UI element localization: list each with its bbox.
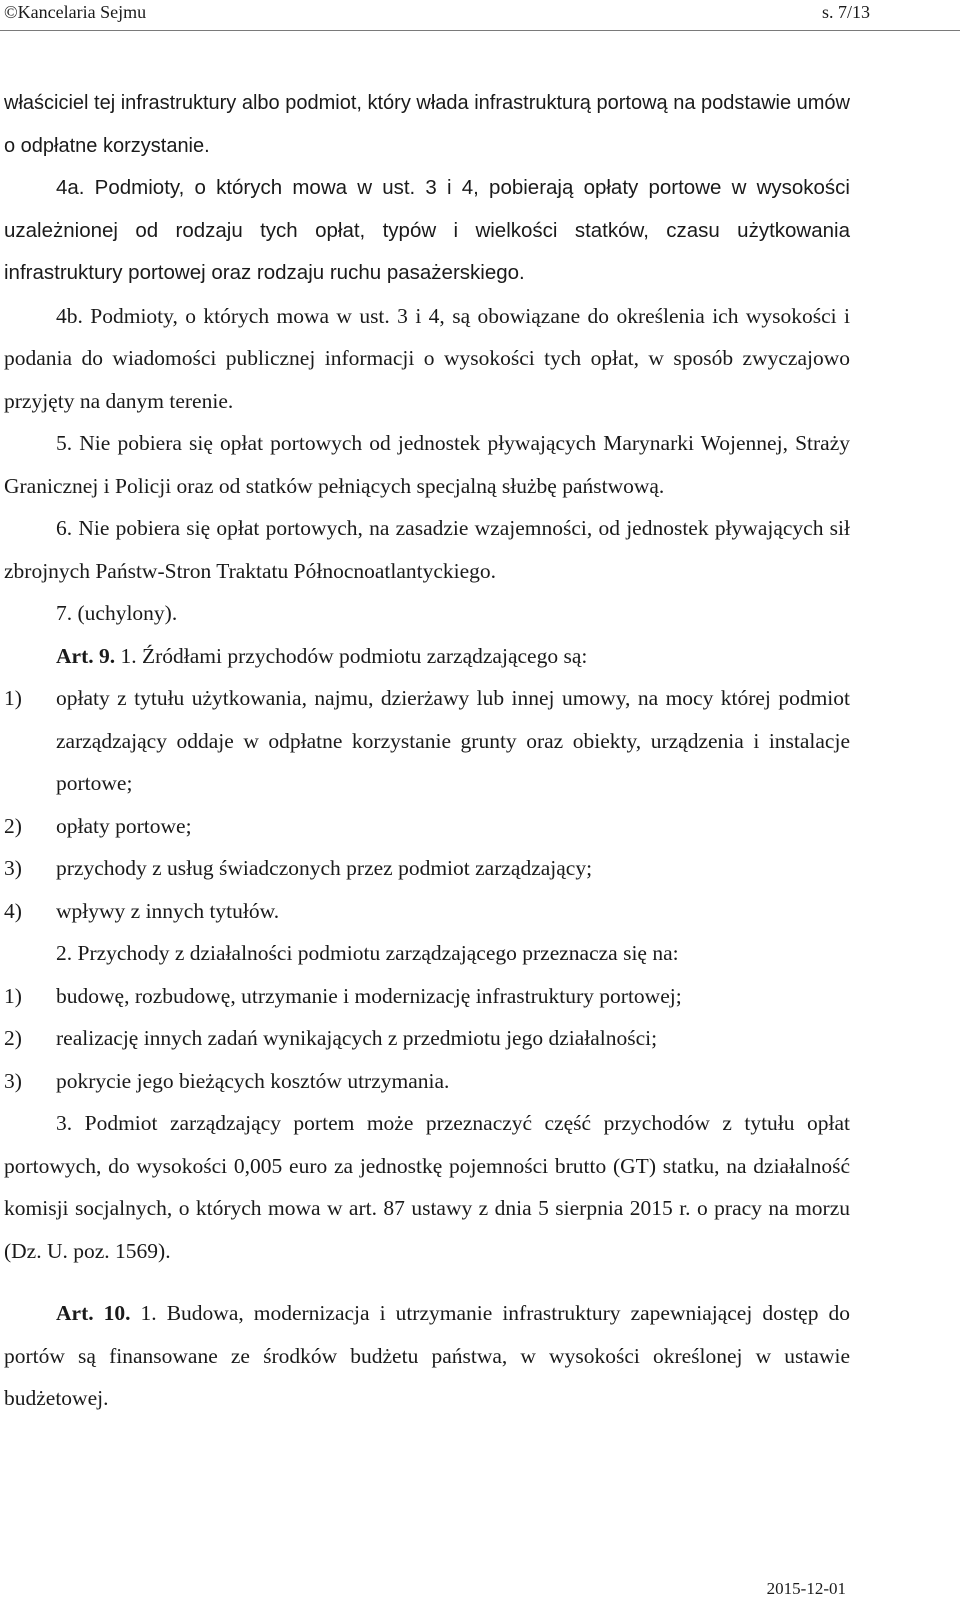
list-item — [4, 1060, 850, 1103]
article-9-list — [4, 677, 850, 932]
page-number: s. 7/13 — [821, 2, 870, 22]
list-item — [4, 1017, 850, 1060]
list-item — [4, 677, 850, 805]
list-item-number: 1) — [4, 686, 22, 710]
list-item — [4, 847, 850, 890]
list-item-number: 3) — [4, 1068, 22, 1093]
paragraph-5: 5. Nie pobiera się opłat portowych od jednostek pływających Marynarki Wojennej, Straży Granicznej i Policji oraz od statków pełniących specjalną służbę państwową. — [4, 431, 850, 498]
article-9-paragraph-3: 3. Podmiot zarządzający portem może przeznaczyć część przychodów z tytułu opłat portowych, do wysokości 0,005 euro za jednostkę pojemności brutto (GT) statku, na działalność komisji socjalnych, o których mowa w art. 87 ustawy z dnia 5 sierpnia 2015 r. o pracy na morzu (Dz. U. poz. 1569). — [4, 1111, 850, 1263]
page-header — [0, 0, 960, 31]
article-9-paragraph-2: 2. Przychody z działalności podmiotu zarządzającego przeznacza się na: — [56, 941, 679, 965]
document-body — [4, 82, 850, 1420]
article-9-label: Art. 9. — [56, 643, 116, 668]
list-item-number: 3) — [4, 856, 22, 880]
article-9-text: 1. Źródłami przychodów podmiotu zarządzającego są: — [115, 643, 588, 668]
list-item-text: opłaty portowe; — [56, 813, 192, 838]
paragraph-6: 6. Nie pobiera się opłat portowych, na zasadzie wzajemności, od jednostek pływających sił zbrojnych Państw-Stron Traktatu Północnoatlantyckiego. — [4, 516, 850, 583]
article-9-list-2 — [4, 975, 850, 1103]
paragraph-7: 7. (uchylony). — [56, 601, 178, 625]
article-9-heading — [4, 635, 850, 678]
list-item-text: przychody z usług świadczonych przez podmiot zarządzający; — [56, 856, 593, 880]
article-10-heading — [4, 1292, 850, 1420]
paragraph-4b: 4b. Podmioty, o których mowa w ust. 3 i 4, są obowiązane do określenia ich wysokości i podania do wiadomości publicznej informacji o wysokości tych opłat, w sposób zwyczajowo przyjęty na danym terenie. — [4, 303, 850, 413]
footer-date: 2015-12-01 — [766, 1579, 846, 1598]
list-item — [4, 975, 850, 1018]
list-item-number: 1) — [4, 983, 22, 1008]
article-10-text: 1. Budowa, modernizacja i utrzymanie infrastruktury zapewniającej dostęp do portów są finansowane ze środków budżetu państwa, w wysokości określonej w ustawie budżetowej. — [4, 1301, 851, 1410]
list-item-number: 2) — [4, 813, 22, 838]
list-item-text: realizację innych zadań wynikających z przedmiotu jego działalności; — [56, 1026, 658, 1050]
list-item — [4, 890, 850, 933]
list-item-text: pokrycie jego bieżących kosztów utrzymania. — [56, 1068, 450, 1093]
list-item-text: wpływy z innych tytułów. — [56, 898, 280, 923]
list-item-number: 4) — [4, 898, 22, 923]
list-item-text: budowę, rozbudowę, utrzymanie i modernizację infrastruktury portowej; — [56, 983, 682, 1008]
paragraph-continuation: właściciel tej infrastruktury albo podmiot, który włada infrastrukturą portową na podstawie umów o odpłatne korzystanie. — [4, 92, 850, 157]
publisher-label: ©Kancelaria Sejmu — [4, 2, 147, 22]
list-item — [4, 805, 850, 848]
article-10-label: Art. 10. — [56, 1301, 131, 1325]
paragraph-4a: 4a. Podmioty, o których mowa w ust. 3 i 4, pobierają opłaty portowe w wysokości uzależnionej od rodzaju tych opłat, typów i wielkości statków, czasu użytkowania infrastruktury portowej oraz rodzaju ruchu pasażerskiego. — [4, 176, 850, 284]
list-item-number: 2) — [4, 1026, 22, 1050]
list-item-text: opłaty z tytułu użytkowania, najmu, dzierżawy lub innej umowy, na mocy której podmiot zarządzający oddaje w odpłatne korzystanie grunty oraz obiekty, urządzenia i instalacje portowe; — [56, 686, 850, 795]
